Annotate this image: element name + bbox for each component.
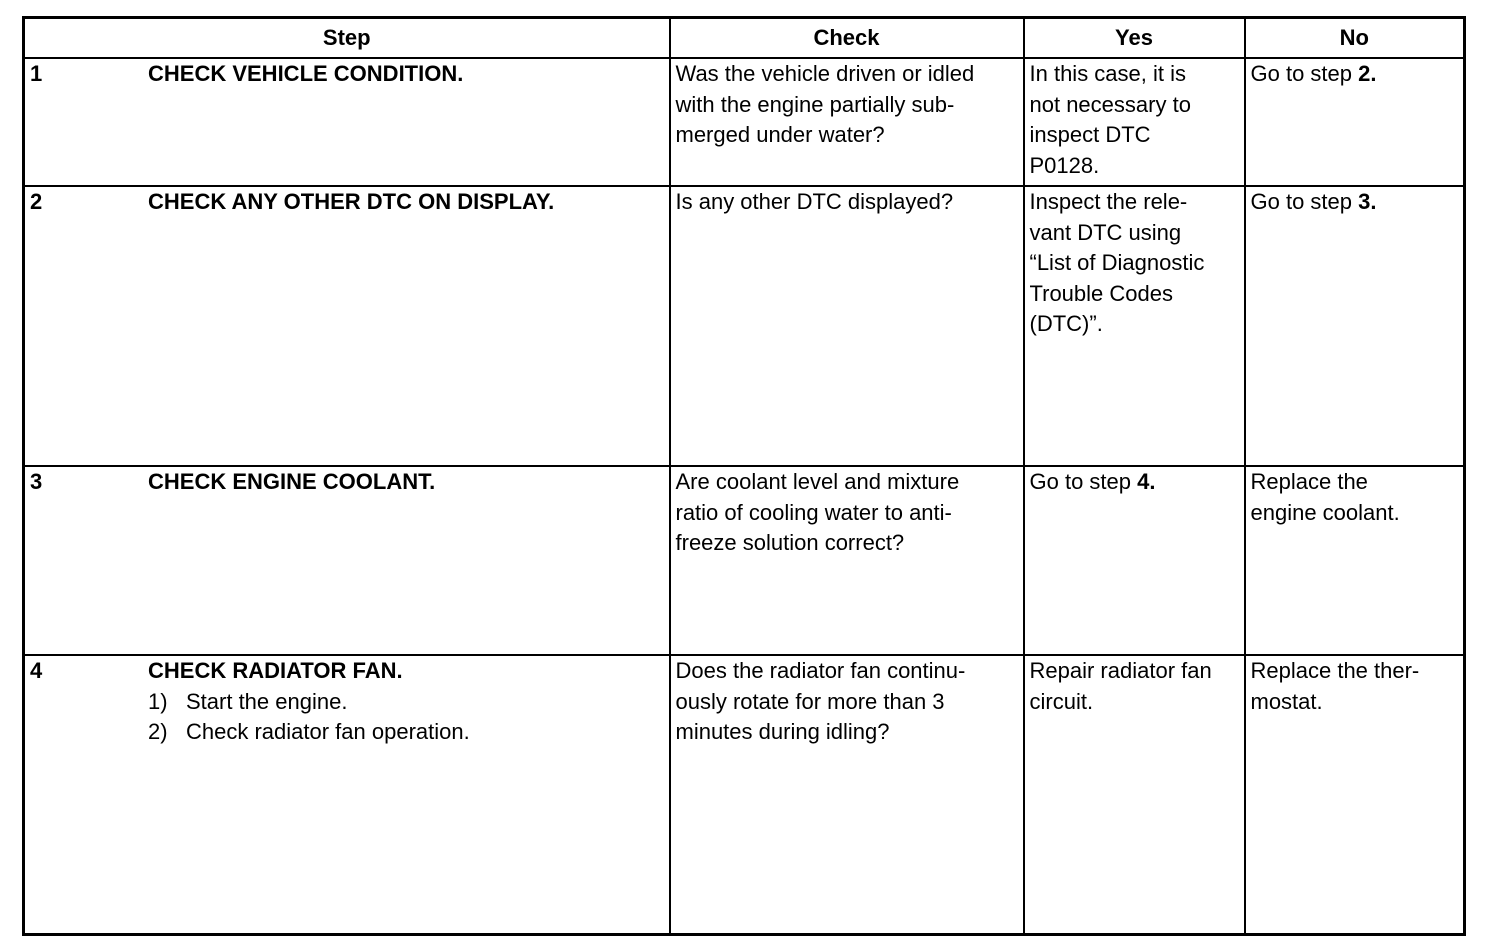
substep-number: 1) [148, 688, 168, 714]
yes-line: P0128. [1029, 152, 1100, 178]
yes-line: not necessary to [1029, 91, 1191, 117]
no-text: Go to step [1250, 189, 1359, 214]
no-line: mostat. [1250, 688, 1323, 714]
step-title: CHECK ANY OTHER DTC ON DISPLAY. [148, 189, 555, 214]
step-number: 1 [30, 61, 43, 86]
check-line: Does the radiator fan continu- [675, 658, 966, 683]
step-number: 4 [30, 658, 43, 683]
table-row [24, 655, 1465, 934]
check-line: freeze solution correct? [675, 530, 905, 555]
step-cell [24, 655, 670, 934]
step-number: 3 [30, 469, 43, 494]
check-line: minutes during idling? [675, 719, 890, 744]
step-cell [24, 58, 670, 186]
header-row [24, 18, 1465, 59]
step-cell [24, 186, 670, 466]
check-cell [670, 655, 1024, 934]
substep-list [148, 687, 664, 748]
substep [148, 717, 664, 748]
yes-line: inspect DTC [1029, 122, 1151, 147]
header-yes: Yes [1024, 18, 1245, 59]
check-cell [670, 186, 1024, 466]
check-line: merged under water? [675, 122, 885, 147]
check-line: ously rotate for more than 3 [675, 688, 945, 714]
step-title: CHECK ENGINE COOLANT. [148, 469, 436, 494]
check-line: ratio of cooling water to anti- [675, 499, 952, 525]
table-row [24, 58, 1465, 186]
no-line: Replace the ther- [1250, 658, 1420, 683]
yes-line: (DTC)”. [1029, 311, 1103, 336]
substep [148, 687, 664, 718]
step-title: CHECK RADIATOR FAN. [148, 658, 403, 683]
no-line: Replace the [1250, 469, 1368, 494]
header-check: Check [670, 18, 1024, 59]
no-step-ref: 2. [1358, 61, 1377, 86]
check-line: with the engine partially sub- [675, 91, 955, 117]
yes-cell [1024, 466, 1245, 655]
diagnostic-table [22, 16, 1466, 936]
check-line: Is any other DTC displayed? [675, 189, 954, 214]
substep-text: Start the engine. [186, 688, 348, 714]
no-cell [1245, 655, 1465, 934]
yes-line: Trouble Codes [1029, 280, 1173, 306]
yes-cell [1024, 58, 1245, 186]
no-line: engine coolant. [1250, 499, 1400, 525]
step-title: CHECK VEHICLE CONDITION. [148, 61, 464, 86]
header-no: No [1245, 18, 1465, 59]
yes-cell [1024, 655, 1245, 934]
yes-line: vant DTC using [1029, 219, 1182, 245]
yes-line: Repair radiator fan [1029, 658, 1212, 683]
header-step: Step [24, 18, 670, 59]
no-text: Go to step [1250, 61, 1359, 86]
check-cell [670, 466, 1024, 655]
no-cell [1245, 58, 1465, 186]
no-cell [1245, 186, 1465, 466]
yes-line: Inspect the rele- [1029, 189, 1188, 214]
yes-line: In this case, it is [1029, 61, 1187, 86]
substep-text: Check radiator fan operation. [186, 719, 470, 744]
check-line: Are coolant level and mixture [675, 469, 960, 494]
no-cell [1245, 466, 1465, 655]
yes-text: Go to step [1029, 469, 1138, 494]
table-row [24, 466, 1465, 655]
yes-cell [1024, 186, 1245, 466]
step-number: 2 [30, 189, 43, 214]
check-line: Was the vehicle driven or idled [675, 61, 975, 86]
step-cell [24, 466, 670, 655]
yes-line: “List of Diagnostic [1029, 250, 1205, 275]
no-step-ref: 3. [1358, 189, 1377, 214]
substep-number: 2) [148, 719, 168, 744]
yes-line: circuit. [1029, 688, 1094, 714]
yes-step-ref: 4. [1137, 469, 1156, 494]
check-cell [670, 58, 1024, 186]
table-row [24, 186, 1465, 466]
